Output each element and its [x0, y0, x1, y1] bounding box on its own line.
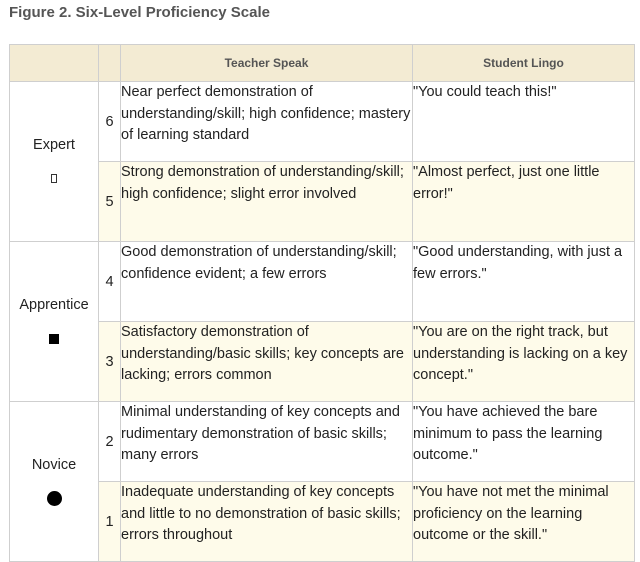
header-teacher-speak: Teacher Speak: [121, 45, 413, 82]
teacher-speak-cell: Near perfect demonstration of understanding/skill; high confidence; mastery of learning standard: [121, 82, 413, 162]
proficiency-table: [9, 44, 635, 562]
black-square-icon: [49, 331, 59, 347]
empty-box-icon: [51, 171, 57, 187]
student-lingo-cell: "You have not met the minimal proficiency on the learning outcome or the skill.": [413, 482, 635, 562]
teacher-speak-cell: Minimal understanding of key concepts and rudimentary demonstration of basic skills; many errors: [121, 402, 413, 482]
table-row: [10, 402, 635, 482]
student-lingo-cell: "Good understanding, with just a few errors.": [413, 242, 635, 322]
teacher-speak-cell: Strong demonstration of understanding/skill; high confidence; slight error involved: [121, 162, 413, 242]
level-name: Expert: [33, 136, 75, 153]
level-cell-novice: [10, 402, 99, 562]
teacher-speak-cell: Good demonstration of understanding/skill; confidence evident; a few errors: [121, 242, 413, 322]
table-row: [10, 242, 635, 322]
student-lingo-cell: "Almost perfect, just one little error!": [413, 162, 635, 242]
black-circle-icon: [47, 491, 62, 507]
student-lingo-cell: "You are on the right track, but understanding is lacking on a key concept.": [413, 322, 635, 402]
level-cell-apprentice: [10, 242, 99, 402]
table-row: [10, 162, 635, 242]
table-row: [10, 322, 635, 402]
score-cell: 1: [99, 482, 121, 562]
header-student-lingo: Student Lingo: [413, 45, 635, 82]
score-cell: 5: [99, 162, 121, 242]
table-row: [10, 82, 635, 162]
level-name: Novice: [31, 456, 77, 473]
table-row: [10, 482, 635, 562]
student-lingo-cell: "You could teach this!": [413, 82, 635, 162]
level-cell-expert: [10, 82, 99, 242]
header-level: [10, 45, 99, 82]
header-score: [99, 45, 121, 82]
teacher-speak-cell: Inadequate understanding of key concepts and little to no demonstration of basic skills; errors throughout: [121, 482, 413, 562]
score-cell: 2: [99, 402, 121, 482]
teacher-speak-cell: Satisfactory demonstration of understanding/basic skills; key concepts are lacking; errors common: [121, 322, 413, 402]
score-cell: 3: [99, 322, 121, 402]
score-cell: 4: [99, 242, 121, 322]
student-lingo-cell: "You have achieved the bare minimum to pass the learning outcome.": [413, 402, 635, 482]
figure-title: Figure 2. Six-Level Proficiency Scale: [9, 4, 270, 21]
header-row: [10, 45, 635, 82]
score-cell: 6: [99, 82, 121, 162]
level-name: Apprentice: [19, 296, 89, 313]
